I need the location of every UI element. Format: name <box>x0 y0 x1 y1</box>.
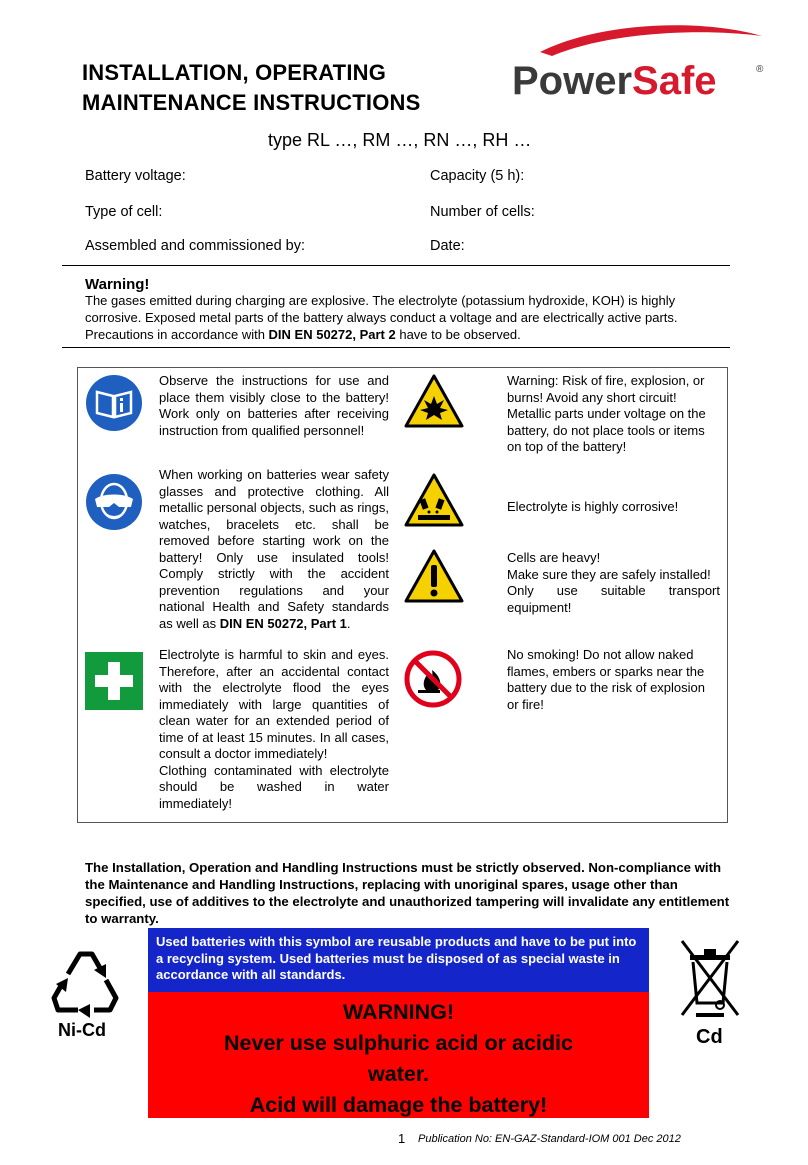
acid-warning-damage: Acid will damage the battery! <box>249 1093 548 1117</box>
read-instructions-icon <box>85 374 143 432</box>
bin-label: Cd <box>696 1026 723 1048</box>
powersafe-logo <box>500 22 772 104</box>
instruction-protective-gear-text: When working on batteries wear safety glasses and protective clothing. All metallic personal objects, such as rings, watches, bracelets etc. shall be removed before starting work on the battery! Only use insulated tools! Comply strictly with the accident prevention regulations and your national Health and Safety standards as well as <box>159 467 389 631</box>
instruction-first-aid <box>159 647 389 812</box>
field-number-of-cells: Number of cells: <box>430 204 535 220</box>
warning-body-text: The gases emitted during charging are explosive. The electrolyte (potassium hydroxide, KOH) is highly corrosive. Exposed metal parts of the battery always conduct a voltage and are electrically active parts. Precautions in accordance with <box>85 293 678 342</box>
instruction-fire-risk-text: Warning: Risk of fire, explosion, or burns! Avoid any short circuit! <box>507 373 705 405</box>
instruction-corrosive: Electrolyte is highly corrosive! <box>507 499 679 514</box>
field-assembled-by: Assembled and commissioned by: <box>85 238 306 254</box>
general-warning-icon <box>404 549 464 603</box>
title-line-2: MAINTENANCE INSTRUCTIONS <box>82 90 421 115</box>
instruction-protective-gear-tail: . <box>346 615 351 631</box>
instruction-heavy-cells <box>507 550 720 616</box>
instruction-no-smoking: No smoking! Do not allow naked flames, embers or sparks near the battery due to the risk of explosion or fire! <box>507 647 706 712</box>
instruction-safely-installed-text: Make sure they are safely installed! <box>507 566 711 582</box>
instruction-heavy-cells-text: Cells are heavy! <box>507 550 601 565</box>
field-capacity: Capacity (5 h): <box>430 168 525 184</box>
instruction-protective-gear-standard: DIN EN 50272, Part 1 <box>219 615 347 631</box>
logo-power-text: Power <box>512 59 633 103</box>
warning-standard-ref: DIN EN 50272, Part 2 <box>268 327 396 342</box>
recycle-icon <box>46 940 126 1040</box>
acid-warning-title: WARNING! <box>342 1000 455 1024</box>
instruction-first-aid-text: Electrolyte is harmful to skin and eyes. Therefore, after an accidental contact with the electrolyte flood the eyes immediately with large quantities of clean water for an extended period of time of at least 15 minutes. In all cases, consult a doctor immediately! <box>159 647 389 761</box>
field-type-of-cell: Type of cell: <box>85 204 163 220</box>
instruction-fire-risk <box>507 373 720 456</box>
logo-registered-mark: ® <box>756 64 764 75</box>
recycle-notice: Used batteries with this symbol are reusable products and have to be put into a recycling system. Used batteries must be disposed of as special waste in accordance with all standards. <box>148 928 649 992</box>
warning-body <box>85 292 735 343</box>
compliance-note: The Installation, Operation and Handling Instructions must be strictly observed. Non-compliance with the Maintenance and Handling Instructions, replacing with unoriginal spares, usage other than specified, use of additives to the electrolyte and unauthorized tampering will invalidate any entitlement to warranty. <box>85 860 730 926</box>
logo-safe-text: Safe <box>632 59 717 103</box>
instruction-clothing-text: Clothing contaminated with electrolyte should be washed in water immediately! <box>159 762 389 811</box>
instruction-metallic-parts-text: Metallic parts under voltage on the battery, do not place tools or items on top of the battery! <box>507 406 706 454</box>
field-date: Date: <box>430 238 465 254</box>
crossed-bin-icon <box>676 935 746 1050</box>
first-aid-icon <box>85 652 143 710</box>
instruction-transport-text: Only use suitable transport equipment! <box>507 583 720 615</box>
instruction-protective-gear <box>159 467 389 632</box>
recycle-label: Ni-Cd <box>58 1020 106 1040</box>
acid-warning-line: Never use sulphuric acid or acidic water. <box>224 1031 573 1086</box>
page-number: 1 <box>398 1131 406 1146</box>
warning-heading: Warning! <box>85 276 150 293</box>
divider-top <box>62 265 730 266</box>
publication-number: Publication No: EN-GAZ-Standard-IOM 001 Dec 2012 <box>418 1133 681 1145</box>
battery-type-line: type RL …, RM …, RN …, RH … <box>268 130 532 150</box>
no-smoking-icon <box>404 650 462 708</box>
svg-text:PowerSafe <box>512 59 717 103</box>
title-line-1: INSTALLATION, OPERATING <box>82 60 387 85</box>
corrosive-warning-icon <box>404 473 464 527</box>
acid-warning-banner <box>148 992 649 1118</box>
field-battery-voltage: Battery voltage: <box>85 168 186 184</box>
explosion-warning-icon <box>404 374 464 428</box>
divider-bottom <box>62 347 730 348</box>
document-title <box>82 58 420 118</box>
instruction-read-manual: Observe the instructions for use and place them visibly close to the battery! Work only on batteries after receiving instruction from qualified personnel! <box>159 373 389 438</box>
warning-body-tail: have to be observed. <box>395 327 521 342</box>
safety-glasses-icon <box>85 473 143 531</box>
